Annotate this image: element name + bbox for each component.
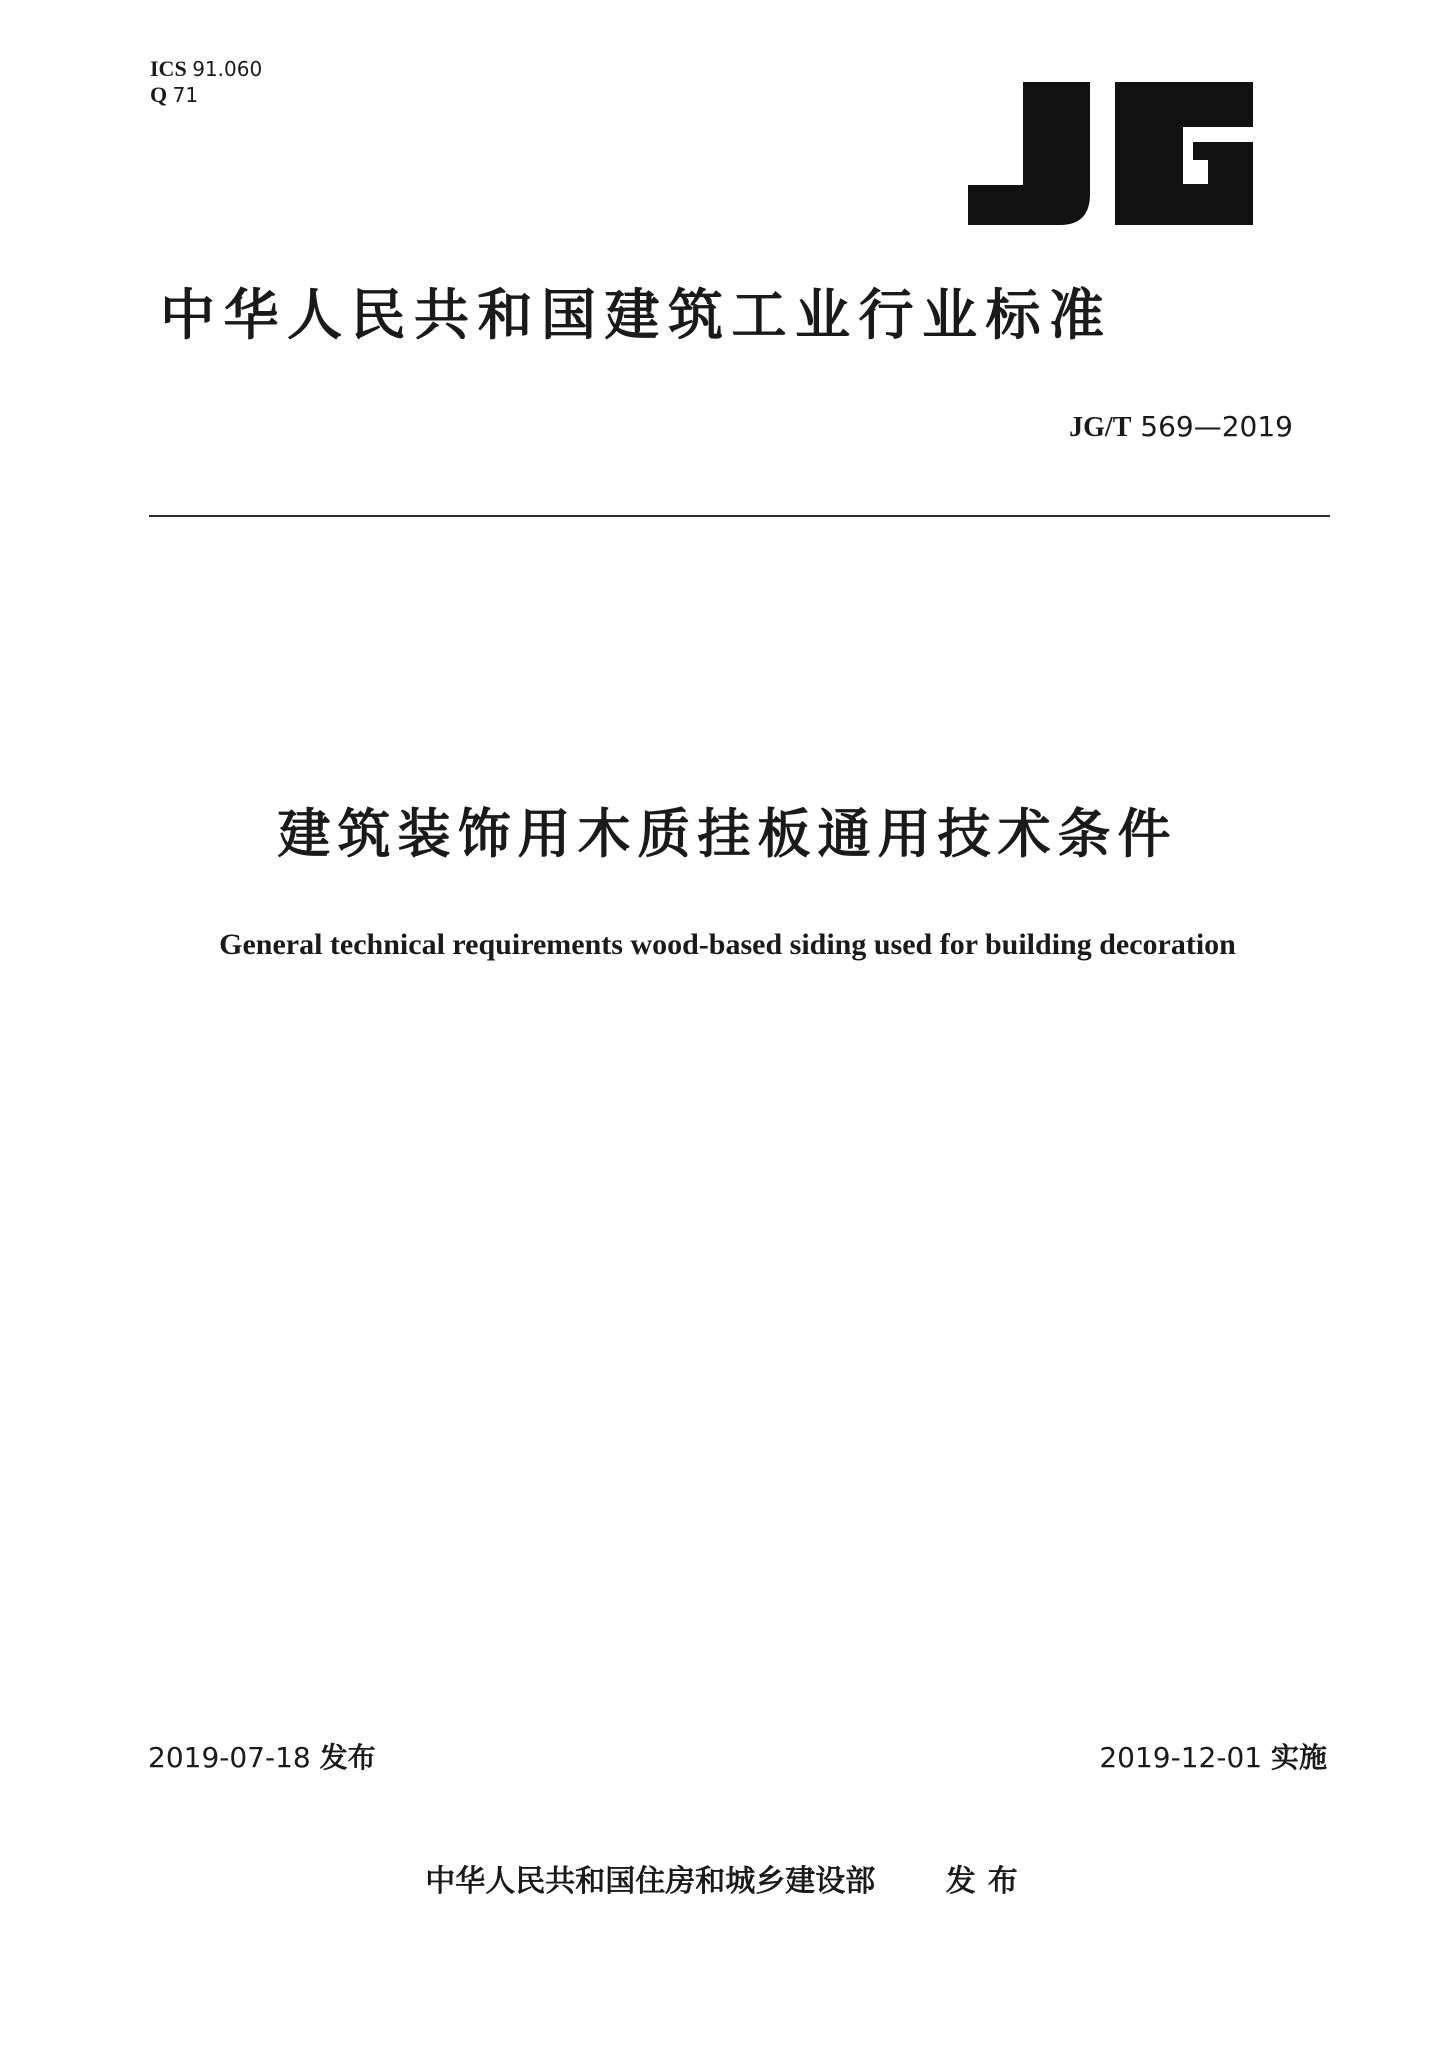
issue-date: 2019-07-18 <box>148 1741 311 1774</box>
implementation-date: 2019-12-01 <box>1099 1741 1263 1774</box>
classification-codes <box>150 56 262 108</box>
jg-logo <box>968 82 1253 225</box>
standard-code-number: 569—2019 <box>1140 410 1293 443</box>
standard-code <box>1069 410 1293 444</box>
issue-date-line <box>148 1738 376 1778</box>
document-title-english: General technical requirements wood-based siding used for building decoration <box>219 928 1236 961</box>
implementation-date-line <box>1099 1738 1327 1778</box>
ics-line <box>150 56 262 82</box>
ccs-code: 71 <box>172 83 199 107</box>
publisher-name: 中华人民共和国住房和城乡建设部 <box>425 1864 876 1899</box>
header-divider <box>149 515 1330 517</box>
standard-type-heading: 中华人民共和国建筑工业行业标准 <box>160 283 1113 347</box>
ics-label: ICS <box>150 56 187 81</box>
ics-code: 91.060 <box>192 57 263 81</box>
ccs-line <box>150 82 262 108</box>
standard-code-prefix: JG/T <box>1069 412 1132 443</box>
ccs-label: Q <box>150 82 168 107</box>
implementation-word: 实施 <box>1270 1741 1327 1774</box>
document-title-chinese: 建筑装饰用木质挂板通用技术条件 <box>277 804 1178 865</box>
publisher-line <box>0 1860 1455 1904</box>
publisher-action: 发布 <box>945 1864 1030 1899</box>
issue-word: 发布 <box>319 1741 376 1774</box>
